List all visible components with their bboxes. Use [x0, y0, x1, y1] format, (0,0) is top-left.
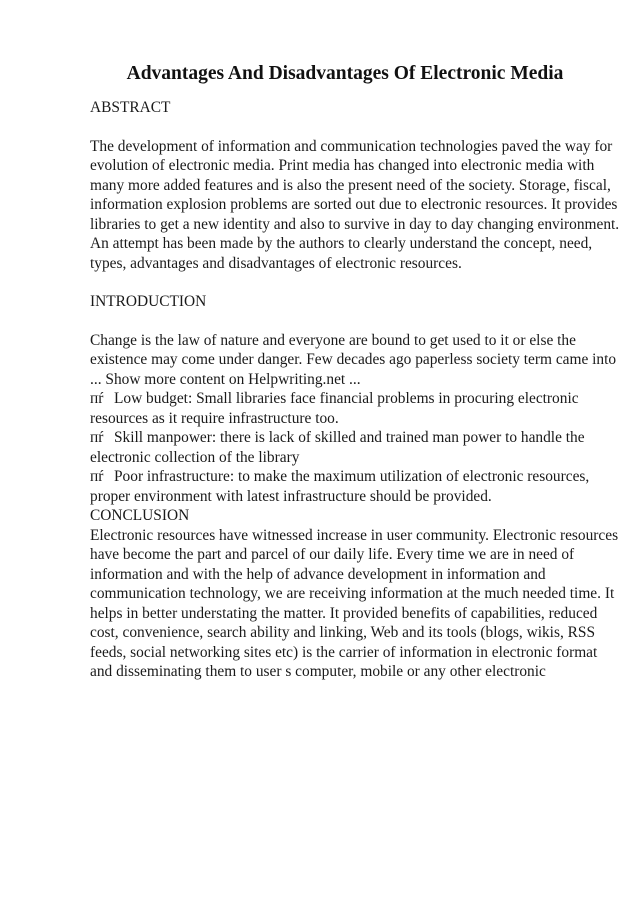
- conclusion-line: helps in better understating the matter. It provided benefits of capabilities, reduced: [90, 604, 598, 622]
- paragraph-gap: [90, 118, 600, 137]
- conclusion-line: communication technology, we are receiving information at the much needed time. It: [90, 585, 615, 602]
- introduction-heading: INTRODUCTION: [90, 293, 207, 310]
- abstract-line: libraries to get a new identity and also to survive in day to day changing environment.: [90, 215, 620, 233]
- conclusion-line: feeds, social networking sites etc) is the carrier of information in electronic format: [90, 643, 598, 661]
- conclusion-line: have become the part and parcel of our daily life. Every time we are in need of: [90, 546, 575, 563]
- bullet-continuation: proper environment with latest infrastructure should be provided.: [90, 487, 492, 505]
- introduction-paragraph: [90, 331, 617, 507]
- conclusion-paragraph: [90, 526, 619, 682]
- bullet-continuation: electronic collection of the library: [90, 448, 300, 466]
- abstract-line: evolution of electronic media. Print media has changed into electronic media with: [90, 157, 595, 174]
- abstract-line: An attempt has been made by the authors to clearly understand the concept, need,: [90, 235, 593, 252]
- bullet-glyph: пŕ: [90, 429, 104, 446]
- bullet-glyph: пŕ: [90, 468, 104, 485]
- bullet-glyph: пŕ: [90, 390, 104, 407]
- conclusion-line: cost, convenience, search ability and linking, Web and its tools (blogs, wikis, RSS: [90, 624, 596, 641]
- conclusion-line: Electronic resources have witnessed increase in user community. Electronic resources: [90, 526, 619, 544]
- introduction-line: Change is the law of nature and everyone are bound to get used to it or else the: [90, 331, 576, 349]
- abstract-line: information explosion problems are sorted out due to electronic resources. It provides: [90, 196, 618, 213]
- introduction-line: existence may come under danger. Few decades ago paperless society term came into: [90, 351, 617, 368]
- abstract-line: many more added features and is also the present need of the society. Storage, fiscal,: [90, 176, 611, 194]
- abstract-heading: ABSTRACT: [90, 99, 171, 116]
- abstract-line: The development of information and communication technologies paved the way for: [90, 137, 613, 155]
- paragraph-gap: [90, 273, 600, 292]
- document-page: [90, 62, 620, 682]
- paragraph-gap: [90, 312, 600, 331]
- bullet-item: [90, 467, 600, 487]
- document-title: Advantages And Disadvantages Of Electronic Media: [126, 63, 564, 84]
- bullet-item: [90, 428, 600, 448]
- bullet-item: [90, 389, 600, 409]
- bullet-text: Poor infrastructure: to make the maximum utilization of electronic resources,: [114, 468, 590, 485]
- abstract-paragraph: [90, 137, 620, 274]
- show-more-line: ... Show more content on Helpwriting.net ...: [90, 370, 361, 388]
- bullet-continuation: resources as it require infrastructure too.: [90, 409, 339, 427]
- conclusion-line: and disseminating them to user s computer, mobile or any other electronic: [90, 663, 546, 680]
- bullet-text: Low budget: Small libraries face financial problems in procuring electronic: [114, 390, 579, 407]
- abstract-line: types, advantages and disadvantages of electronic resources.: [90, 254, 462, 272]
- conclusion-line: information and with the help of advance development in information and: [90, 565, 546, 583]
- conclusion-heading: CONCLUSION: [90, 507, 190, 524]
- bullet-text: Skill manpower: there is lack of skilled and trained man power to handle the: [114, 429, 585, 446]
